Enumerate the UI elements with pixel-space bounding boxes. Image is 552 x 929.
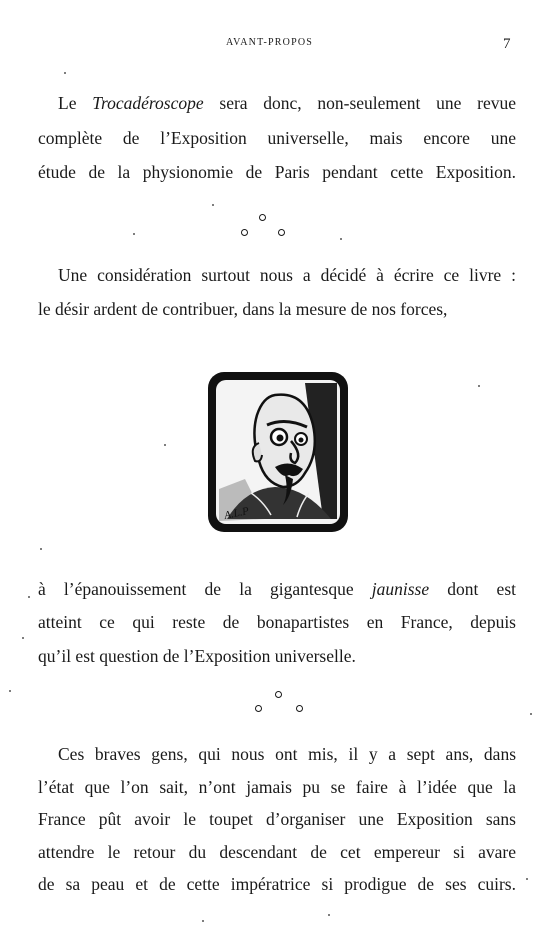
paragraph-2-line-2: le désir ardent de contribuer, dans la mesure de nos forces, (38, 299, 448, 319)
print-speck (530, 713, 532, 715)
ornament-dot (259, 214, 266, 221)
text-span: dont est (429, 579, 516, 599)
print-speck (526, 878, 528, 880)
section-ornament (236, 214, 296, 248)
text-span: Le (58, 93, 93, 113)
paragraph-4-line-5: de sa peau et de cette impératrice si prodigue de ses cuirs. (38, 874, 516, 894)
section-ornament (252, 691, 312, 725)
ornament-dot (275, 691, 282, 698)
ornament-dot (296, 705, 303, 712)
paragraph-4-line-3: France pût avoir le toupet d’organiser une Exposition sans (38, 809, 516, 829)
paragraph-4-line-4: attendre le retour du descendant de cet empereur si avare (38, 842, 516, 862)
vignette-illustration (205, 369, 351, 535)
paragraph-3-line-3: qu’il est question de l’Exposition universelle. (38, 646, 356, 666)
print-speck (40, 548, 42, 550)
print-speck (164, 444, 166, 446)
paragraph-2-line-1: Une considération surtout nous a décidé à écrire ce livre : (58, 265, 516, 285)
print-speck (212, 204, 214, 206)
print-speck (133, 233, 135, 235)
caricature-portrait-icon (205, 369, 351, 535)
print-speck (340, 238, 342, 240)
print-speck (22, 637, 24, 639)
paragraph-3-line-1 (38, 578, 516, 600)
text-span: à l’épanouissement de la gigantesque (38, 579, 372, 599)
print-speck (9, 690, 11, 692)
print-speck (28, 596, 30, 598)
paragraph-1-line-3: étude de la physionomie de Paris pendant cette Exposition. (38, 162, 516, 182)
print-speck (328, 914, 330, 916)
paragraph-4-line-1: Ces braves gens, qui nous ont mis, il y a sept ans, dans (58, 744, 516, 764)
ornament-dot (278, 229, 285, 236)
paragraph-4-line-2: l’état que l’on sait, n’ont jamais pu se faire à l’idée que la (38, 777, 516, 797)
print-speck (202, 920, 204, 922)
book-title: Trocadéroscope (92, 93, 204, 113)
vignette-signature: A.L.P (223, 504, 251, 522)
ornament-dot (255, 705, 262, 712)
ornament-dot (241, 229, 248, 236)
text-span: sera donc, non-seulement une revue (203, 93, 516, 113)
paragraph-3-line-2: atteint ce qui reste de bonapartistes en France, depuis (38, 612, 516, 632)
paragraph-1-line-2: complète de l’Exposition universelle, mais encore une (38, 128, 516, 148)
paragraph-1-line-1 (58, 92, 516, 114)
print-speck (64, 72, 66, 74)
running-head: AVANT-PROPOS (226, 37, 314, 48)
page-number: 7 (503, 36, 511, 52)
italic-word: jaunisse (371, 579, 430, 599)
print-speck (478, 385, 480, 387)
